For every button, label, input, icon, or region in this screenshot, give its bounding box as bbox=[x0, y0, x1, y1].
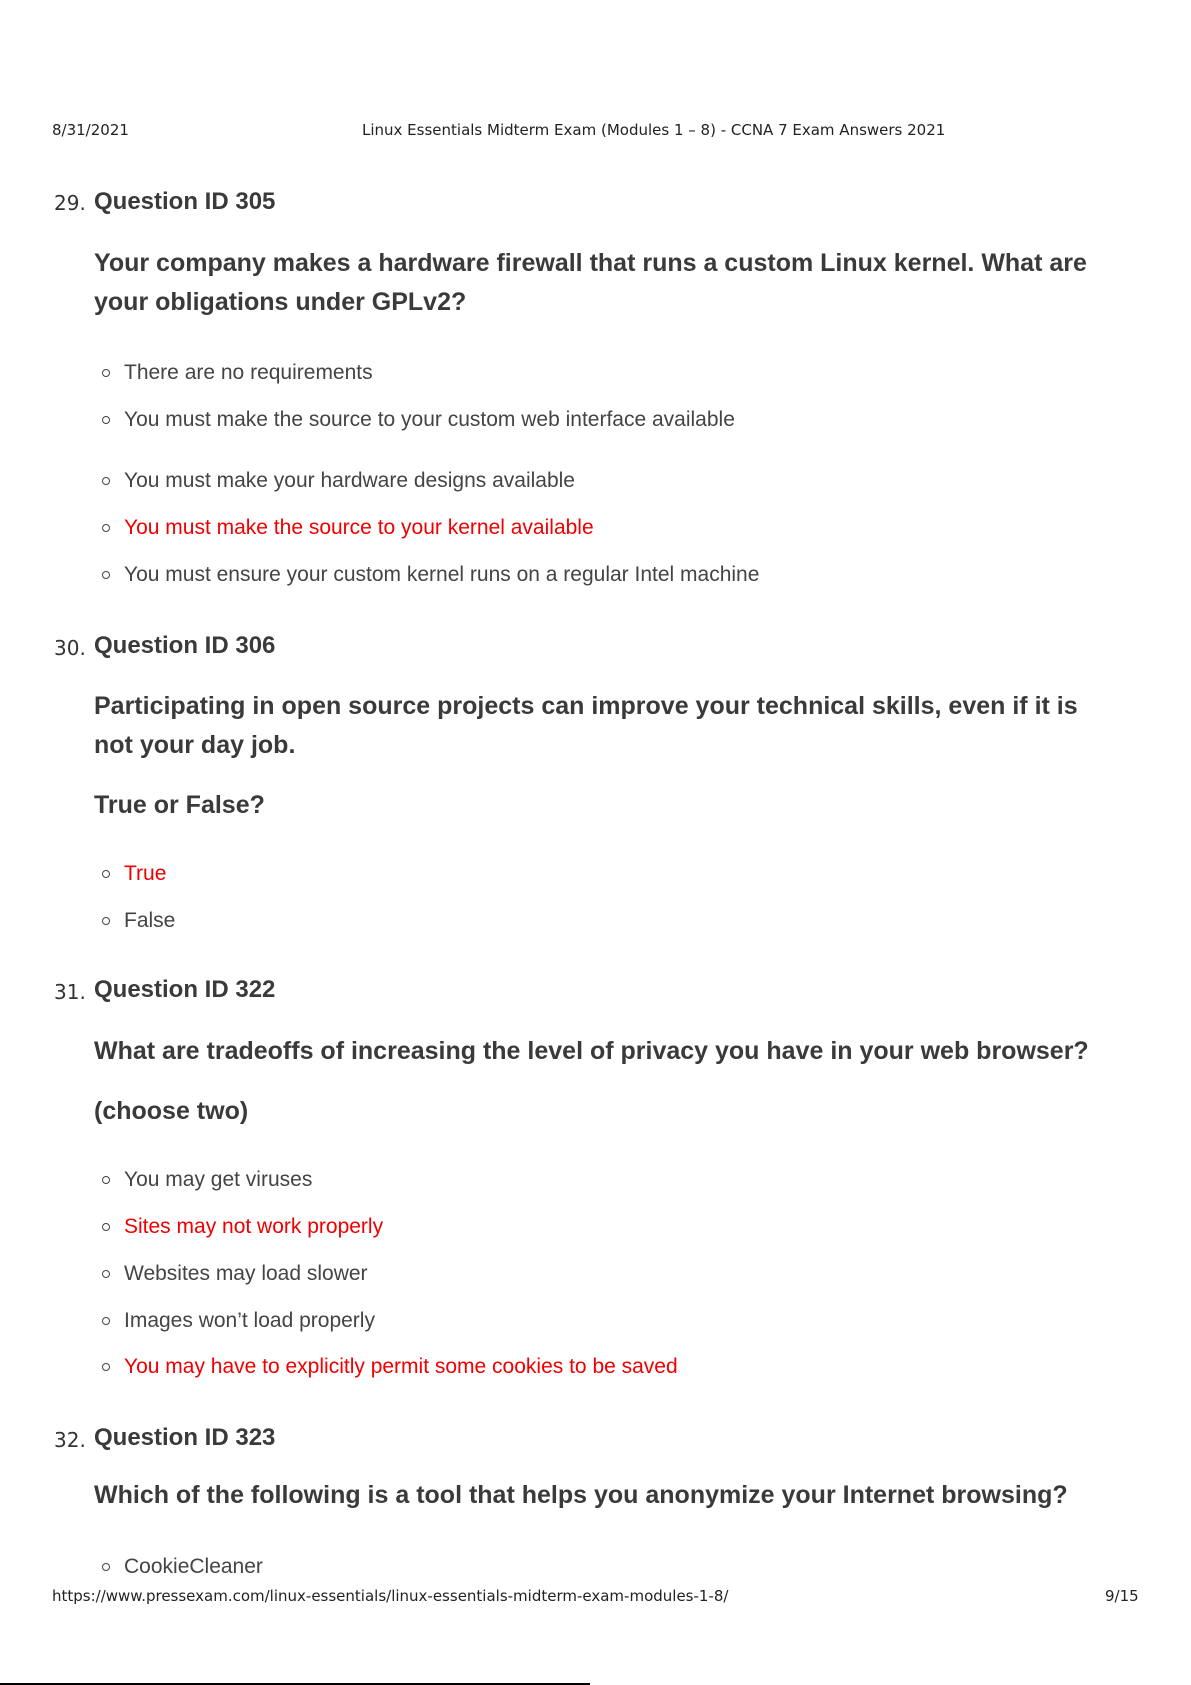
header-date: 8/31/2021 bbox=[52, 121, 129, 139]
question-heading: Question ID 306 bbox=[94, 632, 276, 659]
option-text: You may have to explicitly permit some cookies to be saved bbox=[124, 1355, 678, 1378]
circle-bullet-icon bbox=[102, 917, 110, 925]
option-text: True bbox=[124, 862, 167, 885]
option-text: There are no requirements bbox=[124, 361, 373, 384]
circle-bullet-icon bbox=[102, 477, 110, 485]
circle-bullet-icon bbox=[102, 369, 110, 377]
option-correct bbox=[102, 516, 594, 540]
option bbox=[102, 909, 175, 933]
question-text: What are tradeoffs of increasing the level of privacy you have in your web browser? bbox=[94, 1037, 1089, 1065]
option bbox=[102, 1309, 375, 1333]
circle-bullet-icon bbox=[102, 1563, 110, 1571]
option-text: You must ensure your custom kernel runs on a regular Intel machine bbox=[124, 563, 760, 586]
question-heading: Question ID 322 bbox=[94, 976, 276, 1003]
question-number: 31. bbox=[54, 980, 86, 1004]
option-text: CookieCleaner bbox=[124, 1555, 263, 1578]
option-text: You must make the source to your custom web interface available bbox=[124, 408, 735, 431]
option bbox=[102, 563, 759, 587]
circle-bullet-icon bbox=[102, 1223, 110, 1231]
option bbox=[102, 361, 373, 385]
option-text: You may get viruses bbox=[124, 1168, 313, 1191]
circle-bullet-icon bbox=[102, 524, 110, 532]
option-text: You must make the source to your kernel available bbox=[124, 516, 594, 539]
question-text: (choose two) bbox=[94, 1097, 249, 1125]
page-number: 9/15 bbox=[1105, 1587, 1139, 1605]
option bbox=[102, 1262, 368, 1286]
circle-bullet-icon bbox=[102, 1176, 110, 1184]
question-text: True or False? bbox=[94, 791, 265, 819]
question-text: Which of the following is a tool that helps you anonymize your Internet browsing? bbox=[94, 1481, 1068, 1509]
question-number: 30. bbox=[54, 636, 86, 660]
question-heading: Question ID 323 bbox=[94, 1424, 276, 1451]
option bbox=[102, 408, 735, 432]
circle-bullet-icon bbox=[102, 1270, 110, 1278]
question-number: 29. bbox=[54, 191, 86, 215]
option-text: Images won’t load properly bbox=[124, 1309, 375, 1332]
option-correct bbox=[102, 1355, 678, 1379]
option-text: You must make your hardware designs available bbox=[124, 469, 575, 492]
circle-bullet-icon bbox=[102, 1363, 110, 1371]
question-text: Your company makes a hardware firewall that runs a custom Linux kernel. What are your obligations under GPLv2? bbox=[94, 249, 1087, 316]
header-title: Linux Essentials Midterm Exam (Modules 1 – 8) - CCNA 7 Exam Answers 2021 bbox=[362, 121, 946, 139]
option bbox=[102, 1168, 312, 1192]
option bbox=[102, 469, 575, 493]
option bbox=[102, 1555, 263, 1579]
circle-bullet-icon bbox=[102, 870, 110, 878]
option-text: False bbox=[124, 909, 176, 932]
question-heading: Question ID 305 bbox=[94, 188, 276, 215]
question-text: Participating in open source projects can improve your technical skills, even if it is not your day job. bbox=[94, 692, 1078, 759]
circle-bullet-icon bbox=[102, 1317, 110, 1325]
option-text: Websites may load slower bbox=[124, 1262, 368, 1285]
option-correct bbox=[102, 1215, 383, 1239]
footer-url: https://www.pressexam.com/linux-essentials/linux-essentials-midterm-exam-modules-1-8/ bbox=[52, 1587, 729, 1605]
option-text: Sites may not work properly bbox=[124, 1215, 384, 1238]
option-correct bbox=[102, 862, 166, 886]
circle-bullet-icon bbox=[102, 571, 110, 579]
circle-bullet-icon bbox=[102, 416, 110, 424]
question-number: 32. bbox=[54, 1428, 86, 1452]
